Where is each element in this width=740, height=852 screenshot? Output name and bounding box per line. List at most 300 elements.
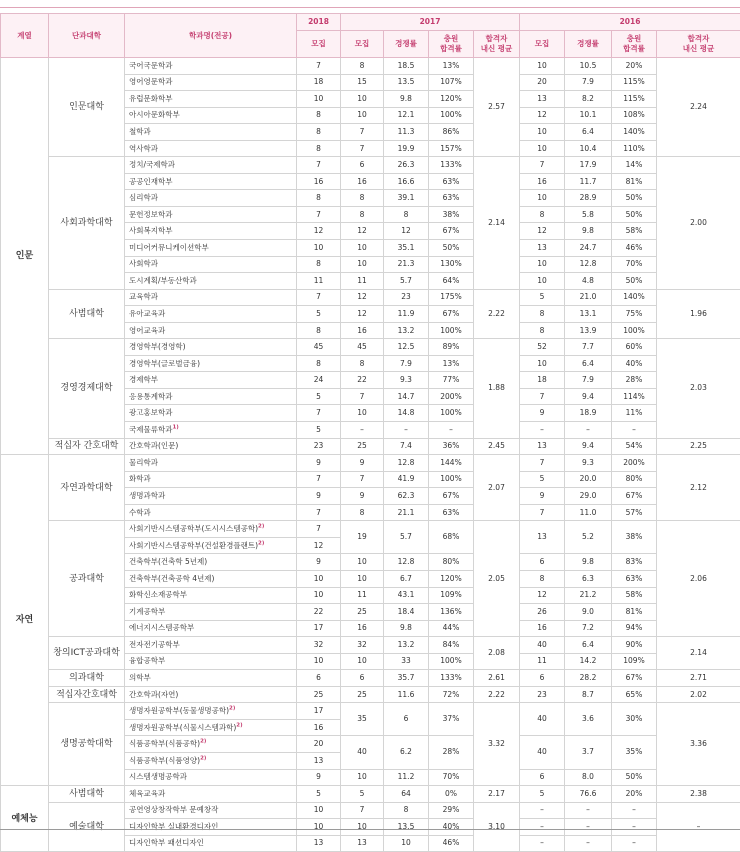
- competition-2016: –: [565, 802, 612, 819]
- header-extra-rate-line2: 합격률: [440, 44, 462, 53]
- competition-2016: 7.2: [565, 620, 612, 637]
- major-label: 디자인학부 실내환경디자인: [129, 822, 218, 831]
- extra-rate-2016: 58%: [612, 223, 657, 240]
- recruit-2016: 10: [520, 355, 565, 372]
- major-label: 영어영문학과: [129, 77, 172, 86]
- extra-rate-2016: 94%: [612, 620, 657, 637]
- footnote-marker: 2): [258, 524, 264, 530]
- competition-2016: 5.2: [565, 521, 612, 554]
- extra-rate-2017: 68%: [429, 521, 474, 554]
- table-row: [1, 339, 740, 356]
- recruit-2017: 22: [341, 372, 384, 389]
- extra-rate-2016: 20%: [612, 786, 657, 803]
- competition-2016: 9.0: [565, 604, 612, 621]
- recruit-2016: 12: [520, 587, 565, 604]
- major-label: 영어교육과: [129, 326, 165, 335]
- major-label: 화학신소재공학부: [129, 590, 187, 599]
- recruit-2017: 25: [341, 686, 384, 703]
- competition-2016: 10.5: [565, 58, 612, 75]
- extra-rate-2017: 37%: [429, 703, 474, 736]
- extra-rate-2017: 200%: [429, 388, 474, 405]
- footnote-marker: 1): [172, 424, 178, 430]
- footnote-marker: 2): [229, 706, 235, 712]
- major-label: 융합공학부: [129, 656, 165, 665]
- recruit-2016: 6: [520, 769, 565, 786]
- extra-rate-2016: 109%: [612, 653, 657, 670]
- recruit-2017: 19: [341, 521, 384, 554]
- major-name: [125, 306, 297, 323]
- recruit-2018: 7: [297, 289, 341, 306]
- average-2017: 3.32: [474, 703, 520, 786]
- major-name: [125, 752, 297, 769]
- major-label: 식품공학부(식품영양): [129, 756, 200, 765]
- average-2017: 3.10: [474, 802, 520, 852]
- major-name: [125, 570, 297, 587]
- major-label: 공연영상창작학부 문예창작: [129, 805, 218, 814]
- recruit-2017: 8: [341, 206, 384, 223]
- competition-2016: 8.7: [565, 686, 612, 703]
- major-label: 경제학부: [129, 375, 158, 384]
- recruit-2018: 8: [297, 256, 341, 273]
- extra-rate-2017: 130%: [429, 256, 474, 273]
- extra-rate-2017: 67%: [429, 223, 474, 240]
- recruit-2018: 20: [297, 736, 341, 753]
- extra-rate-2017: 72%: [429, 686, 474, 703]
- category-cell: 인문: [1, 58, 49, 455]
- competition-2016: 8.0: [565, 769, 612, 786]
- major-label: 생명자원공학부(식물시스템과학): [129, 723, 236, 732]
- major-label: 경영학부(글로벌금융): [129, 359, 200, 368]
- header-competition-2017: 경쟁률: [384, 31, 429, 58]
- recruit-2018: 17: [297, 703, 341, 720]
- competition-2017: 64: [384, 786, 429, 803]
- extra-rate-2017: 77%: [429, 372, 474, 389]
- recruit-2018: 13: [297, 835, 341, 852]
- header-year-2017: 2017: [341, 14, 520, 31]
- recruit-2016: –: [520, 819, 565, 836]
- recruit-2018: 7: [297, 471, 341, 488]
- major-label: 전자전기공학부: [129, 640, 180, 649]
- recruit-2016: 7: [520, 388, 565, 405]
- extra-rate-2016: 57%: [612, 504, 657, 521]
- competition-2016: 13.9: [565, 322, 612, 339]
- competition-2017: 9.8: [384, 620, 429, 637]
- competition-2016: –: [565, 819, 612, 836]
- extra-rate-2017: 133%: [429, 157, 474, 174]
- competition-2016: 17.9: [565, 157, 612, 174]
- recruit-2018: 5: [297, 422, 341, 439]
- recruit-2016: 5: [520, 786, 565, 803]
- major-name: [125, 769, 297, 786]
- recruit-2018: 8: [297, 140, 341, 157]
- extra-rate-2016: 20%: [612, 58, 657, 75]
- competition-2017: 11.9: [384, 306, 429, 323]
- major-label: 에너지시스템공학부: [129, 623, 194, 632]
- recruit-2016: 7: [520, 157, 565, 174]
- extra-rate-2016: 50%: [612, 273, 657, 290]
- recruit-2016: 8: [520, 570, 565, 587]
- major-name: [125, 653, 297, 670]
- header-average-2016: [657, 31, 740, 58]
- competition-2016: 7.9: [565, 372, 612, 389]
- major-name: [125, 206, 297, 223]
- header-competition-2016: 경쟁률: [565, 31, 612, 58]
- extra-rate-2016: –: [612, 835, 657, 852]
- extra-rate-2016: 115%: [612, 74, 657, 91]
- recruit-2017: 7: [341, 140, 384, 157]
- competition-2016: 24.7: [565, 240, 612, 257]
- table-row: [1, 521, 740, 538]
- major-label: 아시아문화학부: [129, 110, 180, 119]
- top-rule: [0, 7, 740, 8]
- extra-rate-2017: 107%: [429, 74, 474, 91]
- footnote-marker: 2): [258, 540, 264, 546]
- recruit-2018: 9: [297, 488, 341, 505]
- recruit-2016: –: [520, 422, 565, 439]
- competition-2016: 3.7: [565, 736, 612, 769]
- extra-rate-2017: 109%: [429, 587, 474, 604]
- competition-2017: 14.7: [384, 388, 429, 405]
- recruit-2017: 9: [341, 455, 384, 472]
- recruit-2017: 40: [341, 736, 384, 769]
- competition-2016: 14.2: [565, 653, 612, 670]
- extra-rate-2016: 30%: [612, 703, 657, 736]
- extra-rate-2017: 100%: [429, 322, 474, 339]
- recruit-2017: 10: [341, 653, 384, 670]
- recruit-2017: 10: [341, 256, 384, 273]
- header-average-line1: 합격자: [486, 34, 508, 43]
- recruit-2017: 25: [341, 604, 384, 621]
- recruit-2018: 8: [297, 107, 341, 124]
- extra-rate-2016: 40%: [612, 355, 657, 372]
- header-extra-rate-line2: 합격률: [623, 44, 645, 53]
- average-2017: 2.14: [474, 157, 520, 289]
- competition-2016: 20.0: [565, 471, 612, 488]
- recruit-2018: 10: [297, 587, 341, 604]
- extra-rate-2017: 120%: [429, 570, 474, 587]
- major-label: 응용통계학과: [129, 392, 172, 401]
- average-2017: 2.05: [474, 521, 520, 637]
- competition-2017: 21.1: [384, 504, 429, 521]
- extra-rate-2017: 100%: [429, 471, 474, 488]
- competition-2016: 28.9: [565, 190, 612, 207]
- bottom-rule: [0, 829, 740, 830]
- extra-rate-2016: –: [612, 819, 657, 836]
- major-label: 화학과: [129, 474, 151, 483]
- extra-rate-2016: –: [612, 802, 657, 819]
- table-row: [1, 438, 740, 455]
- recruit-2017: –: [341, 422, 384, 439]
- extra-rate-2017: 100%: [429, 653, 474, 670]
- header-college: 단과대학: [49, 14, 125, 58]
- recruit-2016: 52: [520, 339, 565, 356]
- recruit-2018: 7: [297, 58, 341, 75]
- extra-rate-2017: 120%: [429, 91, 474, 108]
- recruit-2018: 16: [297, 173, 341, 190]
- competition-2016: 6.3: [565, 570, 612, 587]
- extra-rate-2017: 144%: [429, 455, 474, 472]
- table-row: [1, 786, 740, 803]
- category-cell: 예체능: [1, 786, 49, 852]
- major-label: 정치/국제학과: [129, 160, 175, 169]
- recruit-2018: 23: [297, 438, 341, 455]
- college-cell: 적십자 간호대학: [49, 438, 125, 455]
- competition-2017: 7.9: [384, 355, 429, 372]
- recruit-2016: 7: [520, 455, 565, 472]
- recruit-2017: 8: [341, 355, 384, 372]
- extra-rate-2016: 50%: [612, 190, 657, 207]
- competition-2016: 4.8: [565, 273, 612, 290]
- recruit-2018: 13: [297, 752, 341, 769]
- competition-2016: 12.8: [565, 256, 612, 273]
- average-2017: 2.08: [474, 637, 520, 670]
- extra-rate-2016: 90%: [612, 637, 657, 654]
- extra-rate-2017: 70%: [429, 769, 474, 786]
- recruit-2016: 8: [520, 306, 565, 323]
- recruit-2018: 8: [297, 124, 341, 141]
- extra-rate-2016: 75%: [612, 306, 657, 323]
- competition-2017: 33: [384, 653, 429, 670]
- extra-rate-2016: 14%: [612, 157, 657, 174]
- header-category: 계열: [1, 14, 49, 58]
- college-cell: 공과대학: [49, 521, 125, 637]
- major-label: 체육교육과: [129, 789, 165, 798]
- extra-rate-2016: 114%: [612, 388, 657, 405]
- extra-rate-2017: 100%: [429, 405, 474, 422]
- recruit-2017: 12: [341, 223, 384, 240]
- major-label: 사회학과: [129, 259, 158, 268]
- competition-2016: 11.0: [565, 504, 612, 521]
- recruit-2018: 11: [297, 273, 341, 290]
- recruit-2017: 11: [341, 273, 384, 290]
- recruit-2018: 24: [297, 372, 341, 389]
- recruit-2016: 40: [520, 736, 565, 769]
- recruit-2016: –: [520, 835, 565, 852]
- recruit-2017: 7: [341, 124, 384, 141]
- recruit-2018: 10: [297, 653, 341, 670]
- competition-2016: 6.4: [565, 124, 612, 141]
- extra-rate-2017: 175%: [429, 289, 474, 306]
- table-row: [1, 670, 740, 687]
- table-row: [1, 802, 740, 819]
- major-name: [125, 107, 297, 124]
- major-label: 공공인재학부: [129, 177, 172, 186]
- major-name: [125, 802, 297, 819]
- major-name: [125, 289, 297, 306]
- recruit-2017: 9: [341, 488, 384, 505]
- competition-2017: 13.2: [384, 322, 429, 339]
- extra-rate-2017: 100%: [429, 107, 474, 124]
- recruit-2017: 16: [341, 322, 384, 339]
- competition-2016: 9.8: [565, 223, 612, 240]
- recruit-2016: 13: [520, 240, 565, 257]
- extra-rate-2016: 115%: [612, 91, 657, 108]
- major-label: 역사학과: [129, 144, 158, 153]
- extra-rate-2016: 28%: [612, 372, 657, 389]
- major-label: 기계공학부: [129, 607, 165, 616]
- major-name: [125, 455, 297, 472]
- major-label: 건축학부(건축학 5년제): [129, 557, 207, 566]
- average-2016: 2.06: [657, 521, 740, 637]
- competition-2017: 12.8: [384, 554, 429, 571]
- extra-rate-2017: 63%: [429, 190, 474, 207]
- competition-2017: 18.5: [384, 58, 429, 75]
- college-cell: 경영경제대학: [49, 339, 125, 438]
- competition-2016: 21.0: [565, 289, 612, 306]
- recruit-2017: 10: [341, 570, 384, 587]
- recruit-2017: 15: [341, 74, 384, 91]
- extra-rate-2016: 140%: [612, 124, 657, 141]
- extra-rate-2016: 81%: [612, 173, 657, 190]
- recruit-2017: 10: [341, 107, 384, 124]
- major-label: 국제물류학과: [129, 425, 172, 434]
- competition-2017: 11.2: [384, 769, 429, 786]
- major-label: 사회복지학부: [129, 226, 172, 235]
- average-2016: 2.00: [657, 157, 740, 289]
- table-row: [1, 703, 740, 720]
- average-2016: 2.25: [657, 438, 740, 455]
- extra-rate-2016: 81%: [612, 604, 657, 621]
- average-2017: 2.17: [474, 786, 520, 803]
- recruit-2018: 9: [297, 455, 341, 472]
- major-name: [125, 504, 297, 521]
- major-name: [125, 322, 297, 339]
- recruit-2017: 6: [341, 157, 384, 174]
- extra-rate-2016: 108%: [612, 107, 657, 124]
- recruit-2016: –: [520, 802, 565, 819]
- major-name: [125, 240, 297, 257]
- competition-2016: 18.9: [565, 405, 612, 422]
- recruit-2018: 18: [297, 74, 341, 91]
- category-cell: 자연: [1, 455, 49, 786]
- recruit-2016: 5: [520, 471, 565, 488]
- major-label: 국어국문학과: [129, 61, 172, 70]
- recruit-2017: 10: [341, 405, 384, 422]
- extra-rate-2017: 84%: [429, 637, 474, 654]
- competition-2017: 12.5: [384, 339, 429, 356]
- recruit-2018: 8: [297, 322, 341, 339]
- extra-rate-2017: 86%: [429, 124, 474, 141]
- major-name: [125, 719, 297, 736]
- competition-2017: 8: [384, 206, 429, 223]
- competition-2017: 12: [384, 223, 429, 240]
- header-extra-rate-line1: 충원: [627, 34, 642, 43]
- header-average-line1: 합격자: [688, 34, 710, 43]
- major-label: 문헌정보학과: [129, 210, 172, 219]
- table-row: [1, 58, 740, 75]
- footnote-marker: 2): [200, 755, 206, 761]
- recruit-2016: 10: [520, 124, 565, 141]
- recruit-2017: 5: [341, 786, 384, 803]
- extra-rate-2016: 11%: [612, 405, 657, 422]
- recruit-2017: 10: [341, 91, 384, 108]
- competition-2017: 5.7: [384, 521, 429, 554]
- competition-2017: 10: [384, 835, 429, 852]
- recruit-2018: 12: [297, 223, 341, 240]
- recruit-2016: 10: [520, 140, 565, 157]
- major-label: 유아교육과: [129, 309, 165, 318]
- major-name: [125, 273, 297, 290]
- extra-rate-2016: 50%: [612, 206, 657, 223]
- major-name: [125, 256, 297, 273]
- recruit-2017: 8: [341, 504, 384, 521]
- average-2017: 2.22: [474, 289, 520, 339]
- competition-2017: 9.3: [384, 372, 429, 389]
- extra-rate-2016: 46%: [612, 240, 657, 257]
- recruit-2016: 26: [520, 604, 565, 621]
- competition-2017: 21.3: [384, 256, 429, 273]
- major-label: 사회기반시스템공학부(도시시스템공학): [129, 524, 258, 533]
- college-cell: 적십자간호대학: [49, 686, 125, 703]
- recruit-2016: 6: [520, 554, 565, 571]
- recruit-2018: 10: [297, 819, 341, 836]
- college-cell: 사범대학: [49, 289, 125, 339]
- recruit-2016: 16: [520, 620, 565, 637]
- extra-rate-2017: 0%: [429, 786, 474, 803]
- recruit-2016: 10: [520, 256, 565, 273]
- extra-rate-2016: 60%: [612, 339, 657, 356]
- extra-rate-2016: 83%: [612, 554, 657, 571]
- competition-2016: 29.0: [565, 488, 612, 505]
- recruit-2018: 8: [297, 355, 341, 372]
- header-recruit-2018: 모집: [297, 31, 341, 58]
- header-extra-rate-line1: 충원: [444, 34, 459, 43]
- recruit-2016: 12: [520, 107, 565, 124]
- competition-2016: 10.4: [565, 140, 612, 157]
- recruit-2017: 7: [341, 802, 384, 819]
- major-label: 미디어커뮤니케이션학부: [129, 243, 209, 252]
- major-name: [125, 223, 297, 240]
- extra-rate-2017: 80%: [429, 554, 474, 571]
- extra-rate-2016: 110%: [612, 140, 657, 157]
- recruit-2018: 9: [297, 769, 341, 786]
- recruit-2017: 10: [341, 554, 384, 571]
- average-2016: 2.02: [657, 686, 740, 703]
- major-name: [125, 537, 297, 554]
- competition-2017: 62.3: [384, 488, 429, 505]
- extra-rate-2016: 54%: [612, 438, 657, 455]
- major-name: [125, 488, 297, 505]
- major-name: [125, 637, 297, 654]
- extra-rate-2016: 200%: [612, 455, 657, 472]
- recruit-2017: 7: [341, 471, 384, 488]
- major-label: 유럽문화학부: [129, 94, 172, 103]
- competition-2017: 13.2: [384, 637, 429, 654]
- extra-rate-2017: 36%: [429, 438, 474, 455]
- competition-2017: 26.3: [384, 157, 429, 174]
- major-name: [125, 438, 297, 455]
- major-label: 광고홍보학과: [129, 408, 172, 417]
- recruit-2017: 35: [341, 703, 384, 736]
- recruit-2018: 9: [297, 554, 341, 571]
- competition-2017: 6: [384, 703, 429, 736]
- competition-2016: 7.9: [565, 74, 612, 91]
- recruit-2018: 16: [297, 719, 341, 736]
- competition-2017: 6.7: [384, 570, 429, 587]
- major-name: [125, 554, 297, 571]
- recruit-2016: 10: [520, 273, 565, 290]
- college-cell: 예술대학: [49, 802, 125, 852]
- recruit-2018: 10: [297, 802, 341, 819]
- extra-rate-2017: 50%: [429, 240, 474, 257]
- recruit-2018: 10: [297, 240, 341, 257]
- table-row: [1, 686, 740, 703]
- major-name: [125, 620, 297, 637]
- competition-2017: 35.7: [384, 670, 429, 687]
- competition-2017: 35.1: [384, 240, 429, 257]
- recruit-2018: 7: [297, 206, 341, 223]
- major-label: 심리학과: [129, 193, 158, 202]
